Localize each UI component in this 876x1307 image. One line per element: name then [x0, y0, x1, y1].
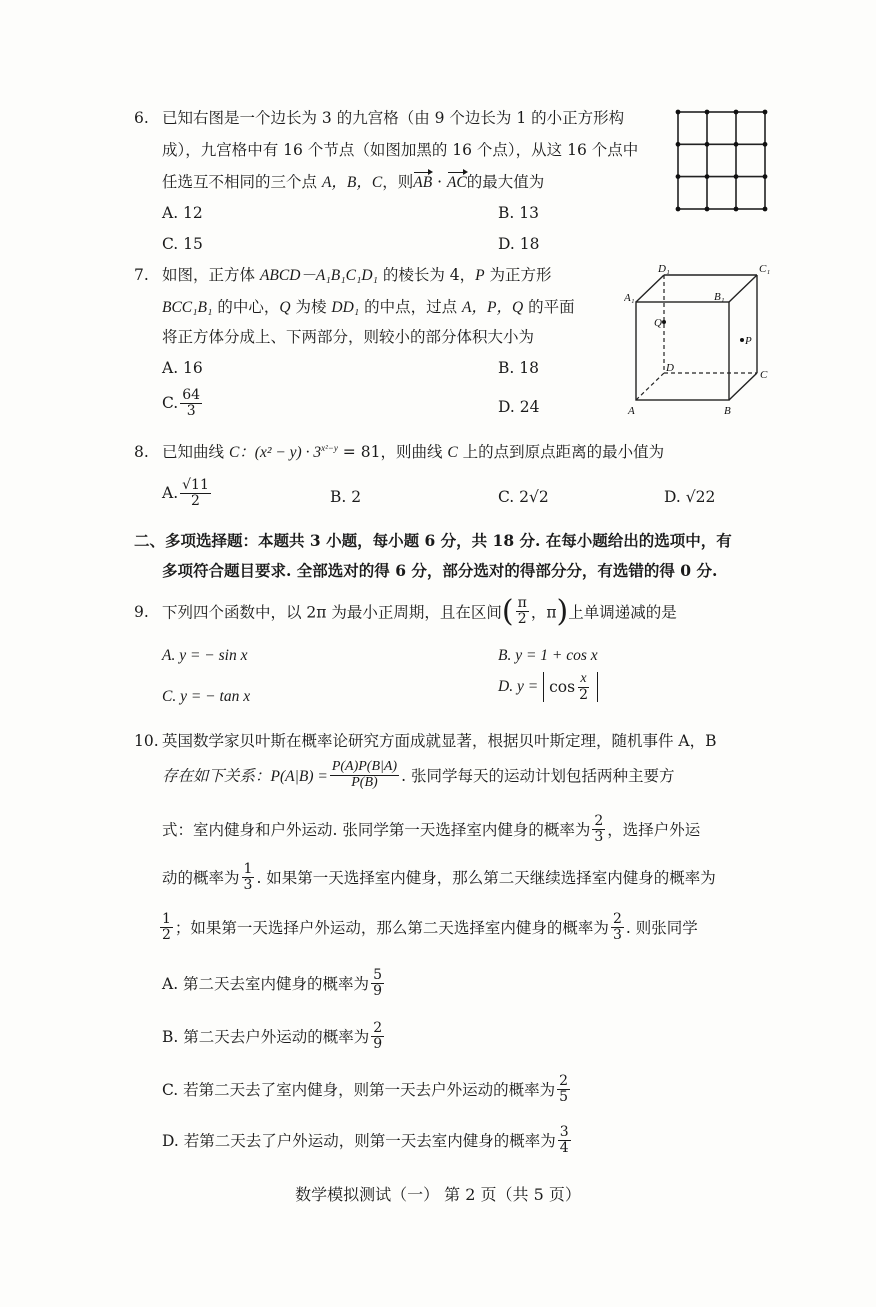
q6-line3: 任选互不相同的三个点 A，B，C，则AB · AC的最大值为 — [162, 173, 545, 191]
label-p: P — [745, 335, 752, 347]
q6-option-d[interactable]: D. 18 — [498, 235, 540, 253]
q10-option-a[interactable]: A. 第二天去室内健身的概率为 $\frac{5}{9}$ — [162, 967, 382, 999]
label-d: D — [666, 362, 674, 374]
q10-option-c[interactable]: C. 若第二天去了室内健身，则第一天去户外运动的概率为 $\frac{2}{5}$ — [162, 1073, 569, 1105]
q6-line2: 成），九宫格中有 16 个节点（如图加黑的 16 个点），从这 16 个点中 — [162, 141, 639, 159]
q7-option-c[interactable]: C. $\frac{64}{3}$ — [162, 387, 201, 419]
grid-nodes — [676, 110, 768, 212]
section2-heading-line2: 多项符合题目要求. 全部选对的得 6 分，部分选对的得部分分，有选错的得 0 分. — [162, 561, 718, 580]
page-footer: 数学模拟测试（一） 第 2 页（共 5 页） — [295, 1185, 581, 1204]
vector-ac: AC — [446, 174, 467, 191]
q8-line1: 8. 已知曲线 C：$(x^2 - y) \cdot 3^{x^2-y} = 81$，则曲线 C 上的点到原点距离的最小值为 — [134, 443, 665, 462]
vector-ab: AB — [413, 174, 433, 191]
cube-figure — [624, 262, 774, 422]
q9-option-a[interactable]: A. y = − sin x — [162, 647, 248, 664]
section2-heading: 二、多项选择题：本题共 3 小题，每小题 6 分，共 18 分. 在每小题给出的选项中，有 — [134, 531, 732, 550]
q9-option-b[interactable]: B. y = 1 + cos x — [498, 647, 598, 664]
q7-option-d[interactable]: D. 24 — [498, 398, 540, 416]
q10-option-d[interactable]: D. 若第二天去了户外运动，则第一天去室内健身的概率为 $\frac{3}{4}$ — [162, 1124, 569, 1156]
q10-line4: 动的概率为 $\frac{1}{3}$ . 如果第一天选择室内健身，那么第二天继续选择室内健身的概率为 — [162, 861, 716, 893]
q7-line1: 7. 如图，正方体 ABCD－A₁B₁C₁D₁ 的棱长为 4，P 为正方形 — [134, 266, 552, 284]
q9-option-d[interactable]: D. y = cos $\frac{x}{2}$ — [498, 672, 598, 702]
label-c: C — [760, 369, 768, 381]
q10-line3: 式：室内健身和户外运动. 张同学第一天选择室内健身的概率为 $\frac{2}{3}$ ，选择户外运 — [162, 813, 701, 845]
label-q: Q — [654, 317, 662, 329]
label-a1: A₁ — [624, 292, 635, 304]
q6-option-c[interactable]: C. 15 — [162, 235, 203, 253]
q10-line5: $\frac{1}{2}$ ；如果第一天选择户外运动，那么第二天选择室内健身的概率为 $\frac{2}{3}$ . 则张同学 — [162, 911, 698, 943]
label-d1: D₁ — [658, 263, 670, 275]
q8-option-c[interactable]: C. 2√2 — [498, 488, 549, 506]
q9-option-c[interactable]: C. y = − tan x — [162, 688, 251, 705]
q7-line3: 将正方体分成上、下两部分，则较小的部分体积大小为 — [162, 328, 535, 346]
q10-line2: 存在如下关系：P(A|B) = $\frac{P(A)P(B|A)}{P(B)}$ . 张同学每天的运动计划包括两种主要方 — [162, 759, 675, 790]
q10-option-b[interactable]: B. 第二天去户外运动的概率为 $\frac{2}{9}$ — [162, 1020, 383, 1052]
label-b1: B₁ — [714, 291, 725, 303]
q9-line1: 9. 下列四个函数中，以 2π 为最小正周期，且在区间( $\frac{\pi}{2}$ ，π)上单调递减的是 — [134, 594, 677, 629]
q7-line2: BCC₁B₁ 的中心，Q 为棱 DD₁ 的中点，过点 A，P，Q 的平面 — [162, 298, 575, 316]
label-a: A — [628, 405, 635, 417]
q7-option-a[interactable]: A. 16 — [162, 359, 203, 377]
q10-line1: 10. 英国数学家贝叶斯在概率论研究方面成就显著，根据贝叶斯定理，随机事件 A，B — [134, 732, 717, 750]
q8-option-d[interactable]: D. √22 — [664, 488, 716, 506]
label-b: B — [724, 405, 731, 417]
q7-option-b[interactable]: B. 18 — [498, 359, 539, 377]
q6-option-b[interactable]: B. 13 — [498, 204, 539, 222]
nine-grid-figure — [674, 108, 770, 214]
q6-line1: 6. 已知右图是一个边长为 3 的九宫格（由 9 个边长为 1 的小正方形构 — [134, 109, 625, 127]
label-c1: C₁ — [759, 263, 771, 275]
q8-option-b[interactable]: B. 2 — [330, 488, 362, 506]
q6-option-a[interactable]: A. 12 — [162, 204, 203, 222]
q6-number: 6. — [134, 109, 149, 127]
q8-option-a[interactable]: A. $\frac{√11}{2}$ — [162, 477, 209, 509]
